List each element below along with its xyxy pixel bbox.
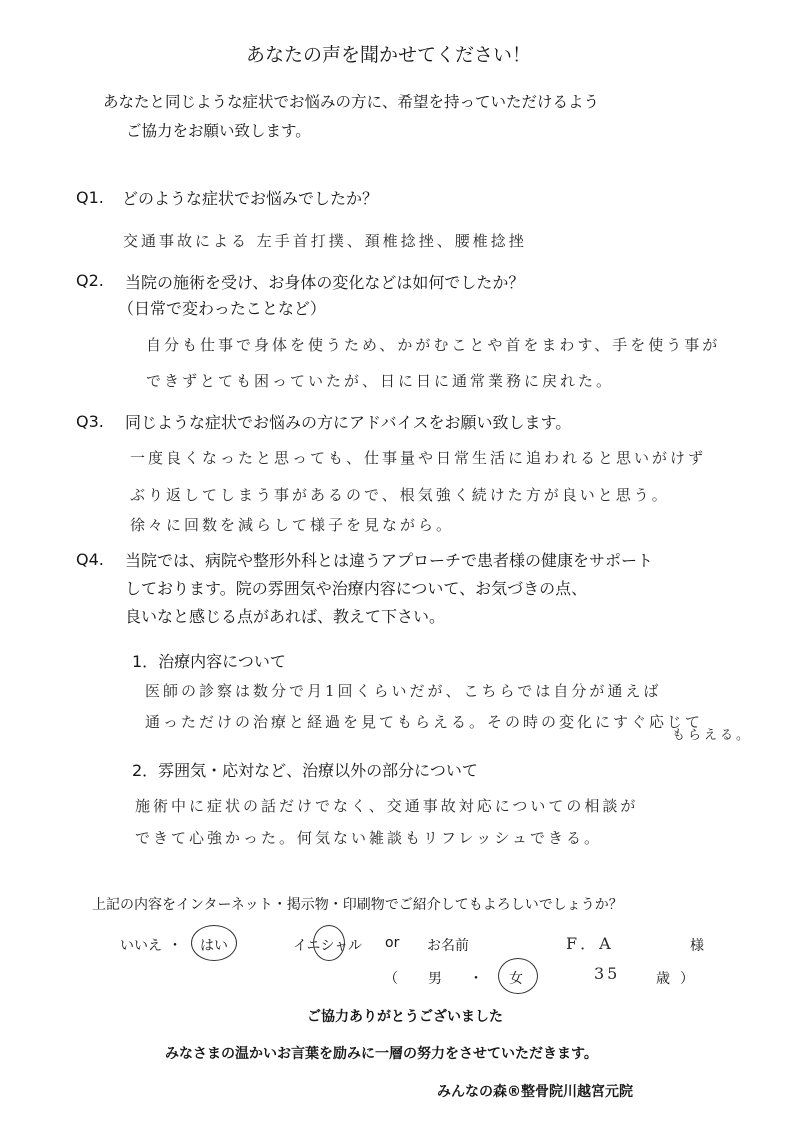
intro-line-2: ご協力をお願い致します。 xyxy=(126,122,311,140)
gender-paren-close: ） xyxy=(680,971,694,987)
name-value: F．A xyxy=(566,934,614,953)
thanks-message: ご協力ありがとうございました xyxy=(307,1009,503,1025)
gender-male[interactable]: 男 xyxy=(428,971,442,987)
clinic-name: みんなの森®整骨院川越宮元院 xyxy=(437,1084,633,1100)
q4-number: Q4. xyxy=(76,550,104,569)
q4-answer1-line-3: もらえる。 xyxy=(672,728,753,743)
q4-answer2-line-1: 施術中に症状の話だけでなく、交通事故対応についての相談が xyxy=(135,797,639,815)
q4-subheading-1: 1．治療内容について xyxy=(132,652,286,671)
female-selected-circle xyxy=(498,958,538,994)
q4-answer1-line-1: 医師の診察は数分で月1回くらいだが、こちらでは自分が通えば xyxy=(145,682,662,700)
q3-question: 同じような症状でお悩みの方にアドバイスをお願い致します。 xyxy=(125,413,572,432)
initial-option[interactable]: イニシャル xyxy=(293,938,363,954)
consent-question: 上記の内容をインターネット・掲示物・印刷物でご紹介してもよろしいでしょうか？ xyxy=(92,897,623,913)
q3-answer-line-1: 一度良くなったと思っても、仕事量や日常生活に追われると思いがけず xyxy=(130,449,707,467)
q1-answer-line-1: 交通事故による 左手首打撲、頚椎捻挫、腰椎捻挫 xyxy=(123,232,527,250)
page-title: あなたの声を聞かせてください！ xyxy=(246,44,532,66)
q3-answer-line-3: 徐々に回数を減らして様子を見ながら。 xyxy=(130,516,455,534)
q4-question-line-1: 当院では、病院や整形外科とは違うアプローチで患者様の健康をサポート xyxy=(125,551,654,570)
q4-answer1-line-2: 通っただけの治療と経過を見てもらえる。その時の変化にすぐ応じて xyxy=(145,713,704,731)
consent-separator: ・ xyxy=(168,938,182,954)
intro-line-1: あなたと同じような症状でお悩みの方に、希望を持っていただけるよう xyxy=(103,93,600,111)
consent-no[interactable]: いいえ xyxy=(120,938,162,954)
q2-answer-line-1: 自分も仕事で身体を使うため、かがむことや首をまわす、手を使う事が xyxy=(146,336,721,354)
initial-selected-circle xyxy=(313,925,345,961)
consent-yes[interactable]: はい xyxy=(200,938,228,954)
q4-answer2-line-2: できて心強かった。何気ない雑談もリフレッシュできる。 xyxy=(135,829,602,847)
q4-subheading-2: 2．雰囲気・応対など、治療以外の部分について xyxy=(132,761,478,780)
q4-question-line-3: 良いなと感じる点があれば、教えて下さい。 xyxy=(125,607,446,626)
name-label: お名前 xyxy=(427,938,469,954)
q1-question: どのような症状でお悩みでしたか？ xyxy=(122,189,379,208)
age-unit: 歳 xyxy=(656,971,670,987)
q3-number: Q3. xyxy=(76,412,104,431)
sama-label: 様 xyxy=(690,938,704,954)
q2-number: Q2. xyxy=(76,271,104,290)
q2-question: 当院の施術を受け、お身体の変化などは如何でしたか？ xyxy=(125,273,525,292)
age-value: 35 xyxy=(594,964,621,983)
gender-female[interactable]: 女 xyxy=(509,971,523,987)
gender-paren-open: （ xyxy=(384,971,398,987)
q4-question-line-2: しております。院の雰囲気や治療内容について、お気づきの点、 xyxy=(125,579,588,598)
closing-message: みなさまの温かいお言葉を励みに一層の努力をさせていただきます。 xyxy=(165,1046,598,1062)
gender-separator: ・ xyxy=(469,971,483,987)
q3-answer-line-2: ぶり返してしまう事があるので、根気強く続けた方が良いと思う。 xyxy=(130,486,670,504)
yes-selected-circle xyxy=(191,925,237,961)
q2-answer-line-2: できずとても困っていたが、日に日に通常業務に戻れた。 xyxy=(146,372,615,390)
q2-question-note: （日常で変わったことなど） xyxy=(118,299,326,318)
or-label: or xyxy=(385,935,400,951)
q1-number: Q1. xyxy=(76,188,104,207)
